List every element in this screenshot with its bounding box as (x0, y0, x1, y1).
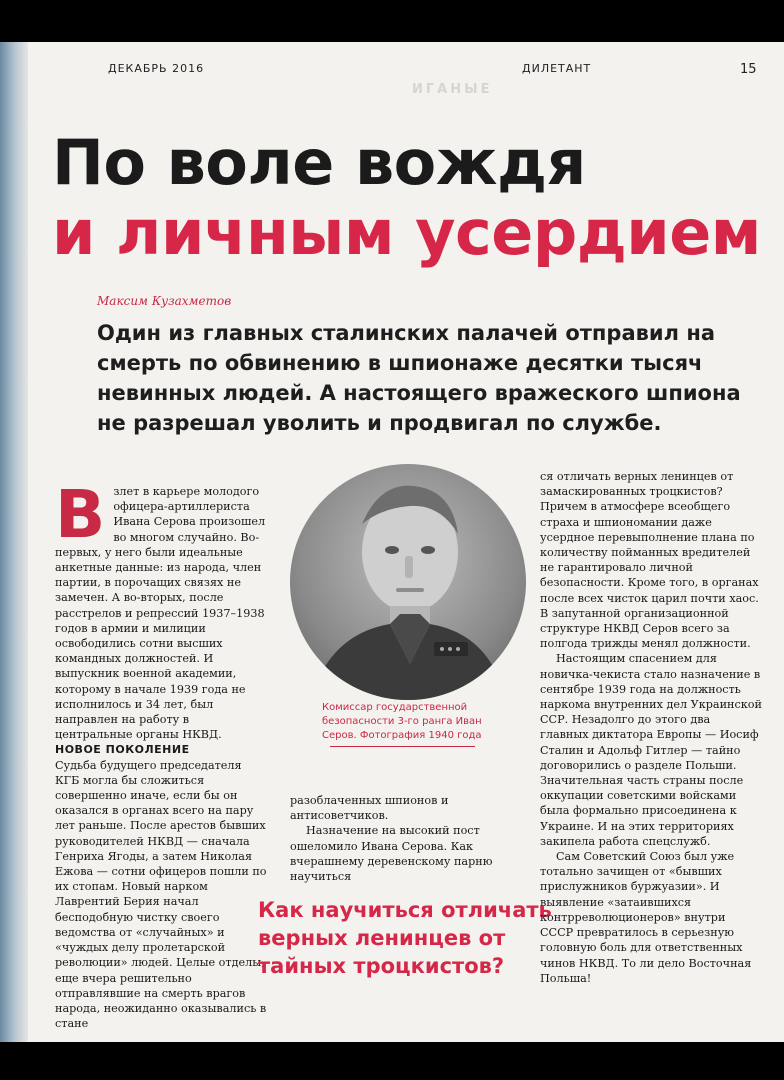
show-through-ghost-text: ИГАНЫЕ (412, 82, 493, 97)
col2-paragraph-1: разоблаченных шпионов и антисоветчиков. (290, 794, 449, 823)
issue-date: ДЕКАБРЬ 2016 (108, 62, 205, 75)
drop-cap: В (55, 476, 106, 553)
portrait-silhouette-icon (290, 464, 526, 700)
col1-paragraph-1 (55, 476, 268, 742)
title-line-1: По воле вождя (52, 126, 586, 199)
title-line-2: и личным усердием (52, 196, 761, 269)
lead-paragraph: Один из главных сталинских палачей отправил на смерть по обвинению в шпионаже десятки тысяч невинных людей. А настоящего вражеского шпиона не разрешал уволить и продвигал по службе. (97, 321, 741, 435)
article-title (52, 128, 772, 268)
subheading: НОВОЕ ПОКОЛЕНИЕ (55, 743, 190, 757)
portrait-photo (290, 464, 526, 700)
col1-p1-text: злет в карьере молодого офицера-артиллериста Ивана Серова произошел во многом случайно. Во-первых, у него были идеальные анкетные данные: из народа, член партии, в порочащих связях не замечен. А во-вторых, после расстрелов и репрессий 1937–1938 годов в армии и милиции освободились сотни высших командных должностей. И выпускник военной академии, которому в начале 1939 года не исполнилось и 34 лет, был направлен на работу в центральные органы НКВД. (55, 485, 266, 742)
pull-quote: Как научиться отличать верных ленинцев от тайных троцкистов? (258, 898, 552, 978)
column-3 (540, 469, 762, 986)
spine-edge (0, 42, 28, 1042)
page-number: 15 (740, 62, 757, 77)
col1-paragraph-2: Судьба будущего председателя КГБ могла бы сложиться совершенно иначе, если бы он оказался в органах всего на пару лет раньше. После арестов бывших руководителей НКВД — сначала Генриха Ягоды, а затем Николая Ежова — сотни офицеров пошли по их стопам. Новый нарком Лаврентий Берия начал бесподобную чистку своего ведомства от «случайных» и «чуждых делу пролетарской революции» людей. Целые отделы, еще вчера решительно отправлявшие на смерть врагов народа, неожиданно оказывались в стане (55, 758, 267, 1031)
photo-caption: Комиссар государственной безопасности 3-го ранга Иван Серов. Фотография 1940 года (322, 702, 482, 741)
col3-paragraph-2: Настоящим спасением для новичка-чекиста стало назначение в сентябре 1939 года на должность наркома внутренних дел Украинской ССР. Незадолго до этого два главных диктатора Европы — Иосиф Сталин и Адольф Гитлер — тайно договорились о разделе Польши. Значительная часть страны после оккупации советскими войсками была формально присоединена к Украине. И на этих территориях закипела работа спецслужб. (540, 652, 762, 848)
caption-rule (330, 746, 475, 747)
author-byline: Максим Кузахметов (97, 294, 232, 308)
column-2 (290, 793, 520, 884)
col2-paragraph-2: Назначение на высокий пост ошеломило Ивана Серова. Как вчерашнему деревенскому парню научиться (290, 824, 493, 884)
column-1 (55, 476, 268, 1031)
magazine-name: ДИЛЕТАНТ (522, 62, 592, 75)
col3-paragraph-1: ся отличать верных ленинцев от замаскированных троцкистов? Причем в атмосфере всеобщего страха и шпиономании даже усердное перевыполнение плана по количеству пойманных вредителей не гарантировало личной безопасности. Кроме того, в органах после всех чисток царил почти хаос. В запутанной организационной структуре НКВД Серов всего за полгода трижды менял должности. (540, 470, 759, 651)
col3-paragraph-3: Сам Советский Союз был уже тотально зачищен от «бывших прислужников буржуазии». И выявление «затаившихся контрреволюционеров» внутри СССР превратилось в серьезную головную боль для ответственных чинов НКВД. То ли дело Восточная Польша! (540, 850, 752, 985)
